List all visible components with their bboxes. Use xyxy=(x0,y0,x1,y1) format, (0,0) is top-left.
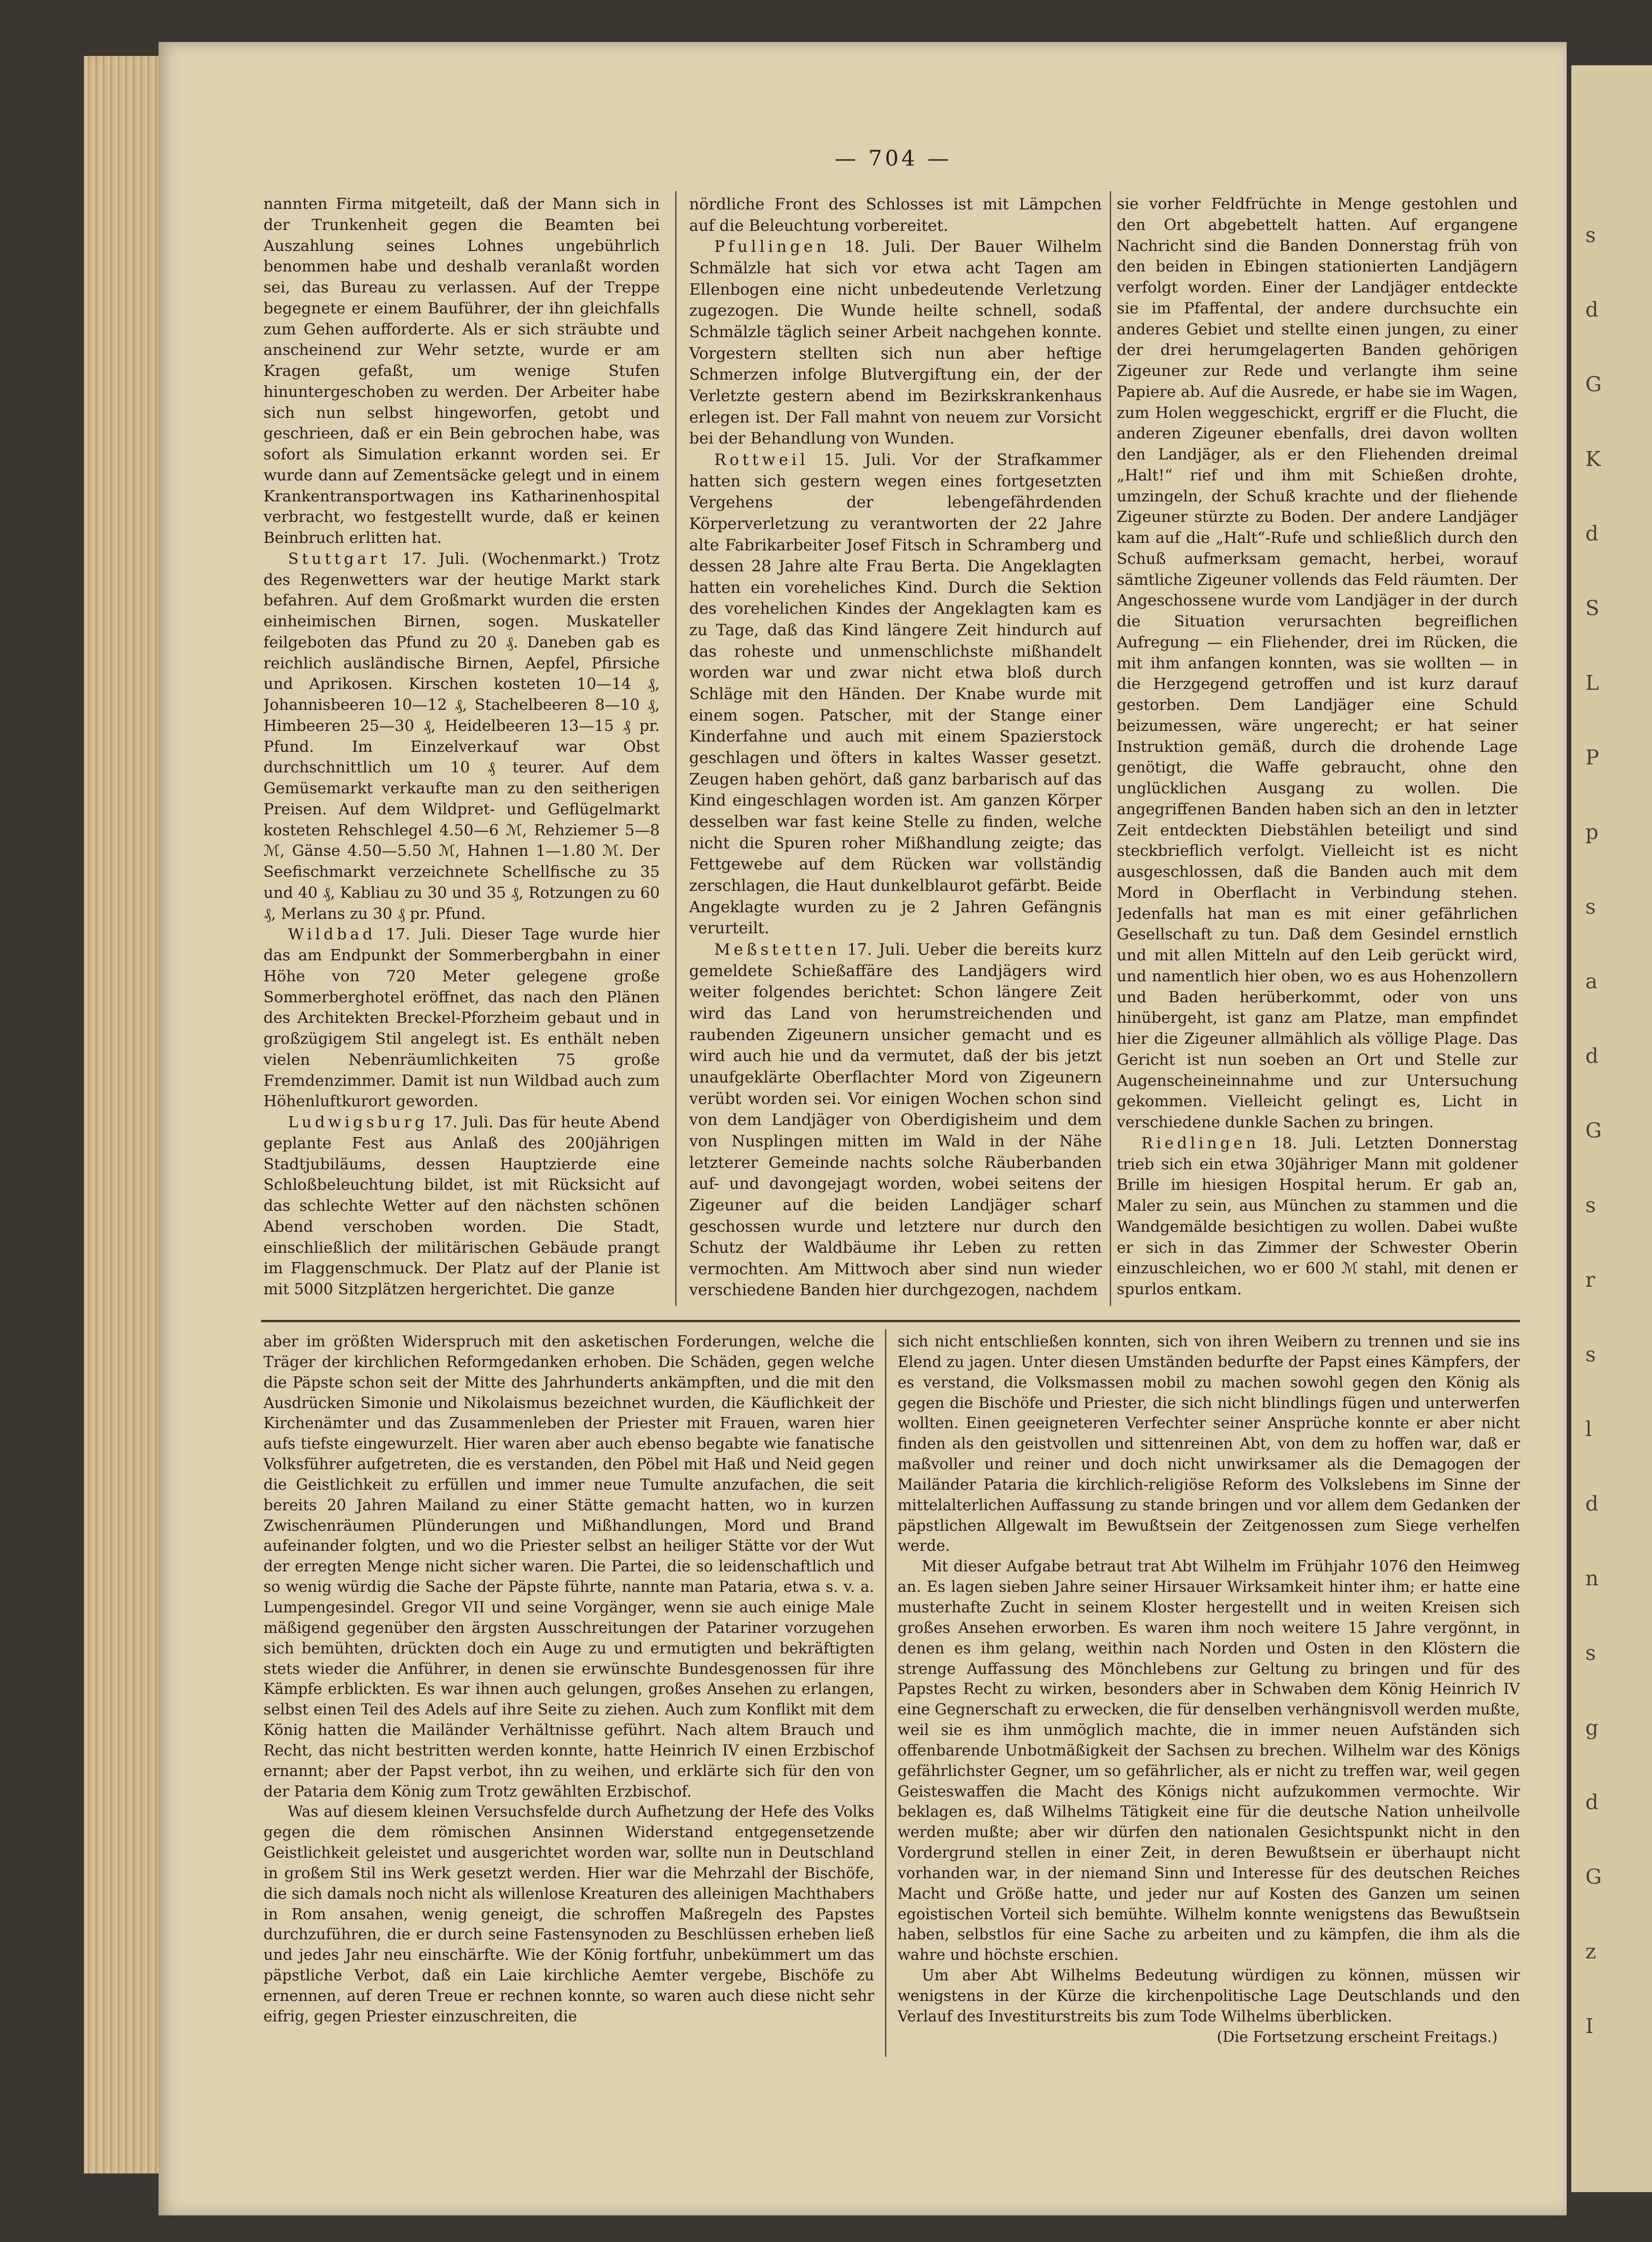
adjacent-page-fragment: I xyxy=(1585,2014,1594,2038)
adjacent-page-fragment: d xyxy=(1585,1791,1599,1814)
feuilleton-left-column xyxy=(263,1332,874,2055)
adjacent-page-fragment: G xyxy=(1585,1865,1602,1889)
dateline-place: Riedlingen xyxy=(1141,1133,1259,1152)
adjacent-page-fragment: s xyxy=(1585,1641,1596,1665)
adjacent-page-fragment: d xyxy=(1585,298,1599,322)
column-2 xyxy=(689,194,1102,1304)
book-page-edges xyxy=(84,56,168,2173)
article-ludwigsburg: Ludwigsburg 17. Juli. Das für heute Abend geplante Fest aus Anlaß des 200jährigen Stadtjubiläums, dessen Hauptzierde eine Schloßbeleuchtung bildet, ist mit Rücksicht auf das schlechte Wetter auf den nächsten schönen Abend verschoben worden. Die Stadt, einschließlich der militärischen Gebäude prangt im Flaggenschmuck. Der Platz auf der Planie ist mit 5000 Sitzplätzen hergerichtet. Die ganze xyxy=(263,1113,660,1298)
dateline-place: Meßstetten xyxy=(714,940,841,958)
article-stuttgart: Stuttgart 17. Juli. (Wochenmarkt.) Trotz des Regenwetters war der heutige Markt stark befahren. Auf dem Großmarkt wurden die ersten einheimischen Birnen, sogen. Muskateller feilgeboten das Pfund zu 20 ₰. Daneben gab es reichlich ausländische Birnen, Aepfel, Pfirsiche und Aprikosen. Kirschen kosteten 10—14 ₰, Johannisbeeren 10—12 ₰, Stachelbeeren 8—10 ₰, Himbeeren 25—30 ₰, Heidelbeeren 13—15 ₰ pr. Pfund. Im Einzelverkauf war Obst durchschnittlich um 10 ₰ teurer. Auf dem Gemüsemarkt verkaufte man zu den seitherigen Preisen. Auf dem Wildpret- und Geflügelmarkt kosteten Rehschlegel 4.50—6 ℳ, Rehziemer 5—8 ℳ, Gänse 4.50—5.50 ℳ, Hahnen 1—1.80 ℳ. Der Seefischmarkt verzeichnete Schellfische zu 35 und 40 ₰, Kabliau zu 30 und 35 ₰, Rotzungen zu 60 ₰, Merlans zu 30 ₰ pr. Pfund. xyxy=(263,549,660,923)
page-number: — 704 — xyxy=(835,146,952,171)
article-messstetten: Meßstetten 17. Juli. Ueber die bereits kurz gemeldete Schießaffäre des Landjägers wird weiter folgendes berichtet: Schon längere Zeit wird das Land von herumstreichenden und raubenden Zigeunern unsicher gemacht und es wird auch hie und da vermutet, daß der bis jetzt unaufgeklärte Oberflachter Mord von Zigeunern verübt worden sei. Vor einigen Wochen schon sind von dem Landjäger von Oberdigisheim und dem von Nusplingen mitten im Wald in der Nähe letzterer Gemeinde nachts solche Räuberbanden auf- und davongejagt worden, wobei seitens der Zigeuner auf die beiden Landjäger scharf geschossen wurde und letztere nur durch den Schutz der Waldbäume ihr Leben zu retten vermochten. Am Mittwoch aber sind nun wieder verschiedene Banden hier durchgezogen, nachdem xyxy=(689,940,1102,1299)
column-divider xyxy=(675,191,677,1306)
article-riedlingen: Riedlingen 18. Juli. Letzten Donnerstag trieb sich ein etwa 30jähriger Mann mit goldener Brille im hiesigen Hospital herum. Er gab an, Maler zu sein, aus München zu stammen und die Wandgemälde besichtigen zu wollen. Dabei wußte er sich in das Zimmer der Schwester Oberin einzuschleichen, wo er 600 ℳ stahl, mit denen er spurlos entkam. xyxy=(1117,1133,1518,1298)
feuilleton-right-column xyxy=(898,1332,1520,2055)
column-divider xyxy=(885,1329,886,2057)
adjacent-page-fragment: n xyxy=(1585,1567,1599,1590)
article-rottweil: Rottweil 15. Juli. Vor der Strafkammer hatten sich gestern wegen eines fortgesetzten Vergehens der lebengefährdenden Körperverletzung zu verantworten der 22 Jahre alte Fabrikarbeiter Josef Fitsch in Schramberg und dessen 28 Jahre alte Frau Berta. Die Angeklagten hatten ein voreheliches Kind. Durch die Sektion des vorehelichen Kindes der Angeklagten kam es zu Tage, daß das Kind längere Zeit hindurch auf das roheste und unmenschlichste mißhandelt worden war und zwar nicht etwa bloß durch Schläge mit den Händen. Der Knabe wurde mit einem sogen. Patscher, mit der Stange einer Kinderfahne und auch mit einem Spazierstock geschlagen und öfters in kaltes Wasser gesetzt. Zeugen haben gehört, daß ganz barbarisch auf das Kind eingeschlagen worden ist. Am ganzen Körper desselben war fast keine Stelle zu finden, welche nicht die Spuren roher Mißhandlung zeigte; das Fettgewebe auf dem Rücken war vollständig zerschlagen, die Haut dunkelblaurot gefärbt. Beide Angeklagte wurden zu je 2 Jahren Gefängnis verurteilt. xyxy=(689,450,1102,937)
article-continuation-2: nördliche Front des Schlosses ist mit Lämpchen auf die Beleuchtung vorbereitet. xyxy=(689,195,1102,235)
adjacent-page-fragment: p xyxy=(1585,820,1599,844)
adjacent-page-fragment: G xyxy=(1585,1119,1602,1143)
adjacent-page-fragment: G xyxy=(1585,373,1602,396)
adjacent-page-fragment: s xyxy=(1585,1194,1596,1217)
feuilleton-paragraph: Was auf diesem kleinen Versuchsfelde durch Aufhetzung der Hefe des Volks gegen die dem römischen Ansinnen Widerstand entgegensetzende Geistlichkeit geleistet und ausgerichtet worden war, sollte nun in Deutschland in großem Stil ins Werk gesetzt werden. Hier war die Mehrzahl der Bischöfe, die sich damals noch nicht als willenlose Kreaturen des alleinigen Machthabers in Rom ansahen, wenig geneigt, die schroffen Maßregeln des Papstes durchzuführen, die er durch seine Fastensynoden zu Beschlüssen erheben ließ und jedes Jahr neu einschärfte. Wie der König fortfuhr, unbekümmert um das päpstliche Verbot, daß ein Laie kirchliche Aemter vergebe, Bischöfe zu ernennen, auf deren Treue er rechnen konnte, so waren auch diese nicht sehr eifrig, gegen Priester einzuschreiten, die xyxy=(263,1803,874,2025)
article-wildbad: Wildbad 17. Juli. Dieser Tage wurde hier das am Endpunkt der Sommerbergbahn in einer Höhe von 720 Meter gelegene große Sommerberghotel eröffnet, das nach den Plänen des Architekten Breckel-Pforzheim gebaut und in großzügigem Stil angelegt ist. Es enthält neben vielen Nebenräumlichkeiten 75 große Fremdenzimmer. Damit ist nun Wildbad auch zum Höhenluftkurort geworden. xyxy=(263,925,660,1111)
adjacent-page-fragment: S xyxy=(1585,597,1600,620)
adjacent-page-fragment: P xyxy=(1585,746,1599,770)
article-continuation-3: sie vorher Feldfrüchte in Menge gestohlen und den Ort abgebettelt hatten. Auf ergangene Nachricht sind die Banden Donnerstag früh von den beiden in Ebingen stationierten Landjägern verfolgt worden. Einer der Landjäger entdeckte sie im Pfaffental, der andere durchsuchte ein anderes Gebiet und stellte einen jungen, zu einer der drei herumgelagerten Banden gehörigen Zigeuner zur Rede und verlangte ihm seine Papiere ab. Auf die Ausrede, er habe sie im Wagen, zum Holen weggeschickt, ergriff er die Flucht, die anderen Zigeuner ebenfalls, drei davon wollten den Landjäger, als er den Fliehenden dreimal „Halt!“ rief und ihm mit Schießen drohte, umzingeln, der Schuß krachte und der fliehende Zigeuner stürzte zu Boden. Der andere Landjäger kam auf die „Halt“-Rufe und schließlich durch den Schuß aufmerksam gemacht, herbei, worauf sämtliche Zigeuner vollends das Feld räumten. Der Angeschossene wurde vom Landjäger in der durch die Situation verursachten begreiflichen Aufregung — ein Fliehender, drei im Rücken, die mit ihm anfangen konnten, was sie wollten — in die Herzgegend getroffen und ist kurz darauf gestorben. Dem Landjäger eine Schuld beizumessen, wäre ungerecht; er hat seiner Instruktion gemäß, durch die drohende Lage genötigt, die Waffe gebraucht, ohne den unglücklichen Ausgang zu wollen. Die angegriffenen Banden haben sich an den in letzter Zeit entdeckten Diebstählen beteiligt und sind steckbrieflich verfolgt. Vielleicht ist es nicht ausgeschlossen, daß die Banden auch mit dem Mord in Oberflacht in Verbindung stehen. Jedenfalls hat man es mit einer gefährlichen Gesellschaft zu tun. Daß dem Gesindel ernstlich und mit allen Mitteln auf den Leib gerückt wird, und namentlich hier oben, wo es aus Hohenzollern und Baden herüberkommt, oder von uns hinübergeht, ist ganz am Platze, man empfindet hier die Zigeuner allmählich als völlige Plage. Das Gericht ist nun soeben an Ort und Stelle zur Augenscheineinnahme und zur Untersuchung gekommen. Vielleicht gelingt es, Licht in verschiedene dunkle Sachen zu bringen. xyxy=(1117,194,1518,1131)
dateline-place: Ludwigsburg xyxy=(288,1113,428,1131)
adjacent-page-fragment: s xyxy=(1585,1343,1596,1367)
adjacent-page-fragment: s xyxy=(1585,895,1596,919)
adjacent-page-fragment: s xyxy=(1585,223,1596,247)
adjacent-page-fragment: l xyxy=(1585,1417,1592,1441)
dateline-place: Wildbad xyxy=(288,925,376,944)
dateline-place: Pfullingen xyxy=(714,237,830,256)
column-1 xyxy=(263,194,660,1304)
adjacent-page-strip xyxy=(1571,65,1652,2192)
feuilleton-paragraph: Um aber Abt Wilhelms Bedeutung würdigen zu können, müssen wir wenigstens in der Kürze die kirchenpolitische Lage Deutschlands und den Verlauf des Investiturstreits bis zum Tode Wilhelms überblicken. xyxy=(898,1966,1520,2025)
article-pfullingen: Pfullingen 18. Juli. Der Bauer Wilhelm Schmälzle hat sich vor etwa acht Tagen am Ellenbogen eine nicht unbedeutende Verletzung zugezogen. Die Wunde heilte schnell, sodaß Schmälzle täglich seiner Arbeit nachgehen konnte. Vorgestern stellten sich nun aber heftige Schmerzen infolge Blutvergiftung ein, der der Verletzte gestern abend im Bezirkskrankenhaus erlegen ist. Der Fall mahnt von neuem zur Vorsicht bei der Behandlung von Wunden. xyxy=(689,237,1102,448)
feuilleton-paragraph: Mit dieser Aufgabe betraut trat Abt Wilhelm im Frühjahr 1076 den Heimweg an. Es lagen sieben Jahre seiner Hirsauer Wirksamkeit hinter ihm; er hatte eine musterhafte Zucht in seinem Kloster hergestellt und in weiten Kreisen sich großes Ansehen erworben. Es waren ihm noch weitere 15 Jahre vergönnt, in denen es ihm gelang, weithin nach Norden und Osten in den Klöstern die strenge Auffassung des Mönchlebens zur Geltung zu bringen und für des Papstes Recht zu wirken, besonders aber in Schwaben dem König Heinrich IV eine Gegnerschaft zu erwecken, die für denselben verhängnisvoll werden mußte, weil sie es ihm unmöglich machte, die in immer neuen Aufständen sich offenbarende Unbotmäßigkeit der Sachsen zu brechen. Wilhelm war des Königs gefährlichster Gegner, um so gefährlicher, als er nicht zu treffen war, weil gegen Geisteswaffen die Macht des Königs nicht aufzukommen vermochte. Wir beklagen es, daß Wilhelms Tätigkeit eine für die deutsche Nation unheilvolle werden mußte; aber wir dürfen den nationalen Gesichtspunkt nicht in den Vordergrund stellen in einer Zeit, in deren Bewußtsein er überhaupt nicht vorhanden war, in der niemand Sinn und Interesse für des deutschen Reiches Macht und Größe hatte, und jeder nur auf Kosten des Ganzen um seinen egoistischen Vorteil sich bemühte. Wilhelm konnte wenigstens das Bewußtsein haben, selbstlos für eine Sache zu arbeiten und zu kämpfen, die ihm als die wahre und höchste erschien. xyxy=(898,1557,1520,1964)
dateline-place: Rottweil xyxy=(714,450,809,469)
adjacent-page-fragment: L xyxy=(1585,671,1599,695)
section-rule xyxy=(261,1320,1520,1322)
adjacent-page-fragment: d xyxy=(1585,522,1599,546)
adjacent-page-fragment: d xyxy=(1585,1044,1599,1068)
column-3 xyxy=(1117,194,1518,1304)
adjacent-page-fragment: K xyxy=(1585,447,1601,471)
adjacent-page-fragment: z xyxy=(1585,1940,1597,1964)
article-continuation: nannten Firma mitgeteilt, daß der Mann sich in der Trunkenheit gegen die Beamten bei Auszahlung seines Lohnes ungebührlich benommen habe und deshalb veranlaßt worden sei, das Bureau zu verlassen. Auf der Treppe begegnete er einem Bauführer, der ihn gleichfalls zum Gehen aufforderte. Als er sich sträubte und anscheinend zur Wehr setzte, wurde er am Kragen gefaßt, um wenige Stufen hinuntergeschoben zu werden. Der Arbeiter habe sich nun selbst hingeworfen, getobt und geschrieen, daß er ein Bein gebrochen habe, was sofort als Simulation erkannt worden sei. Er wurde dann auf Zementsäcke gelegt und in einem Krankentransportwagen ins Katharinenhospital verbracht, wo festgestellt wurde, daß er keinen Beinbruch erlitten hat. xyxy=(263,194,660,547)
adjacent-page-fragment: g xyxy=(1585,1716,1599,1740)
adjacent-page-fragment: a xyxy=(1585,970,1598,993)
continuation-note: (Die Fortsetzung erscheint Freitags.) xyxy=(1217,2027,1498,2046)
adjacent-page-fragment: r xyxy=(1585,1268,1596,1292)
feuilleton-paragraph: aber im größten Widerspruch mit den asketischen Forderungen, welche die Träger der kirchlichen Reformgedanken erhoben. Die Schäden, gegen welche die Päpste schon seit der Mitte des Jahrhunderts ankämpften, und die mit den Ausdrücken Simonie und Nikolaismus bezeichnet wurden, die Käuflichkeit der Kirchenämter und das Zusammenleben der Priester mit Frauen, waren hier aufs tiefste eingewurzelt. Hier waren aber auch ebenso begabte wie fanatische Volksführer aufgetreten, die es verstanden, den Pöbel mit Haß und Neid gegen die Geistlichkeit zu erfüllen und immer neue Tumulte anzufachen, die seit bereits 20 Jahren Mailand zu einer Stätte gemacht hatten, wo in kurzen Zwischenräumen Plünderungen und Mißhandlungen, Mord und Brand aufeinander folgten, und wo die Priester selbst an heiliger Stätte vor der Wut der erregten Menge nicht sicher waren. Die Partei, die so leidenschaftlich und so wenig würdig die Sache der Päpste führte, nannte man Pataria, etwa s. v. a. Lumpengesindel. Gregor VII und seine Vorgänger, wenn sie auch einige Male mäßigend gegenüber den ärgsten Ausschreitungen der Patariner vorzugehen sich bemühten, drückten doch ein Auge zu und ermutigten und bekräftigten stets wieder die Anführer, in denen sie erwünschte Bundesgenossen für ihre Kämpfe erblickten. Es war ihnen auch gelungen, großes Ansehen zu erlangen, selbst einen Teil des Adels auf ihre Seite zu ziehen. Auch zum Konflikt mit dem König hatten die Mailänder Verhältnisse geführt. Nach altem Brauch und Recht, das nicht bestritten werden konnte, hatte Heinrich IV einen Erzbischof ernannt; aber der Papst verbot, ihn zu weihen, und erklärte sich für den von der Pataria dem König zum Trotz gewählten Erzbischof. xyxy=(263,1333,874,1800)
feuilleton-paragraph: sich nicht entschließen konnten, sich von ihren Weibern zu trennen und sie ins Elend zu jagen. Unter diesen Umständen bedurfte der Papst eines Kämpfers, der es verstand, die Volksmassen mobil zu machen sowohl gegen den König als gegen die Bischöfe und Priester, die sich nicht blindlings fügen und unterwerfen wollten. Einen geeigneteren Verfechter seiner Ansprüche konnte er aber nicht finden als den geistvollen und sittenreinen Abt, von dem zu hoffen war, daß er maßvoller und reiner und doch nicht unwirksamer als die Demagogen der Mailänder Pataria die kirchlich-religiöse Reform des Volkslebens im Sinne der mittelalterlichen Auffassung zu stande bringen und vor allem dem Gedanken der päpstlichen Allgewalt im Bewußtsein der Zeitgenossen zum Siege verhelfen werde. xyxy=(898,1333,1520,1555)
adjacent-page-fragment: d xyxy=(1585,1492,1599,1516)
column-divider xyxy=(1110,191,1111,1306)
dateline-place: Stuttgart xyxy=(288,549,390,568)
